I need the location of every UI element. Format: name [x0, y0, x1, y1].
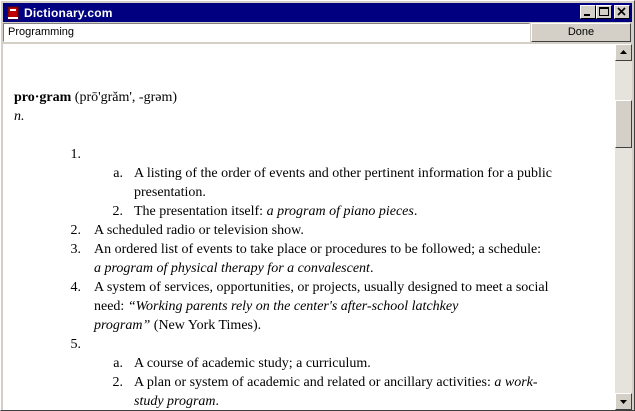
scroll-up-arrow-icon	[616, 45, 631, 60]
definition-text: A scheduled radio or television show.	[94, 223, 304, 238]
citation-source: (New York Times).	[150, 318, 262, 333]
definition-line	[94, 318, 261, 334]
scroll-up-button[interactable]	[615, 44, 632, 61]
example-text: a program of piano pieces	[266, 204, 414, 219]
sense-number: 2.	[70, 223, 81, 238]
definition-line	[134, 394, 219, 410]
definition-text: The presentation itself:	[134, 204, 267, 219]
sense-number: 3.	[70, 242, 81, 257]
quotation-text: “Working parents rely on the center's after-school latchkey	[127, 299, 459, 314]
subsense-number: 2.	[112, 204, 123, 219]
quotation-text: program”	[94, 318, 151, 333]
caption-buttons	[580, 5, 630, 19]
vertical-scrollbar[interactable]	[615, 44, 632, 410]
punctuation: .	[369, 261, 374, 276]
pronunciation: (prō'grăm', -grəm)	[74, 90, 178, 105]
definition-text: A course of academic study; a curriculum.	[134, 356, 371, 371]
scrollbar-thumb[interactable]	[615, 100, 632, 148]
entry-heading	[14, 90, 177, 106]
close-button[interactable]	[614, 5, 630, 19]
example-text: study program	[134, 394, 216, 409]
definition-line	[94, 261, 373, 277]
definition-content	[3, 44, 615, 410]
sense-number: 4.	[70, 280, 81, 295]
definition-line	[134, 375, 538, 391]
definition-line	[134, 204, 417, 220]
sense-number: 1.	[70, 147, 81, 162]
definition-text: presentation.	[134, 185, 206, 200]
search-query-field[interactable]: Programming	[3, 23, 530, 42]
maximize-button[interactable]	[596, 5, 612, 19]
definition-text: need:	[94, 299, 128, 314]
title-bar[interactable]	[3, 3, 632, 22]
subsense-letter: a.	[113, 356, 123, 371]
done-button[interactable]: Done	[531, 23, 631, 42]
subsense-number: 2.	[112, 375, 123, 390]
minimize-icon	[581, 6, 595, 18]
punctuation: .	[215, 394, 220, 409]
punctuation: .	[413, 204, 418, 219]
scroll-down-button[interactable]	[615, 393, 632, 410]
definition-text: A plan or system of academic and related or ancillary activities:	[134, 375, 495, 390]
dictionary-book-icon	[6, 6, 20, 20]
definition-line	[94, 299, 458, 315]
sense-number: 5.	[70, 337, 81, 352]
headword: pro·gram	[14, 90, 72, 105]
part-of-speech: n.	[14, 109, 25, 124]
definition-text: An ordered list of events to take place or procedures to be followed; a schedule:	[94, 242, 542, 257]
example-text: a program of physical therapy for a convalescent	[94, 261, 370, 276]
toolbar	[3, 23, 632, 43]
definition-text: A listing of the order of events and other pertinent information for a public	[134, 166, 552, 181]
window-title: Dictionary.com	[24, 5, 113, 20]
example-text: a work-	[494, 375, 538, 390]
minimize-button[interactable]	[580, 5, 596, 19]
close-icon	[615, 6, 629, 18]
definition-text: A system of services, opportunities, or projects, usually designed to meet a social	[94, 280, 549, 295]
subsense-letter: a.	[113, 166, 123, 181]
scroll-down-arrow-icon	[616, 394, 631, 409]
maximize-icon	[597, 6, 611, 18]
